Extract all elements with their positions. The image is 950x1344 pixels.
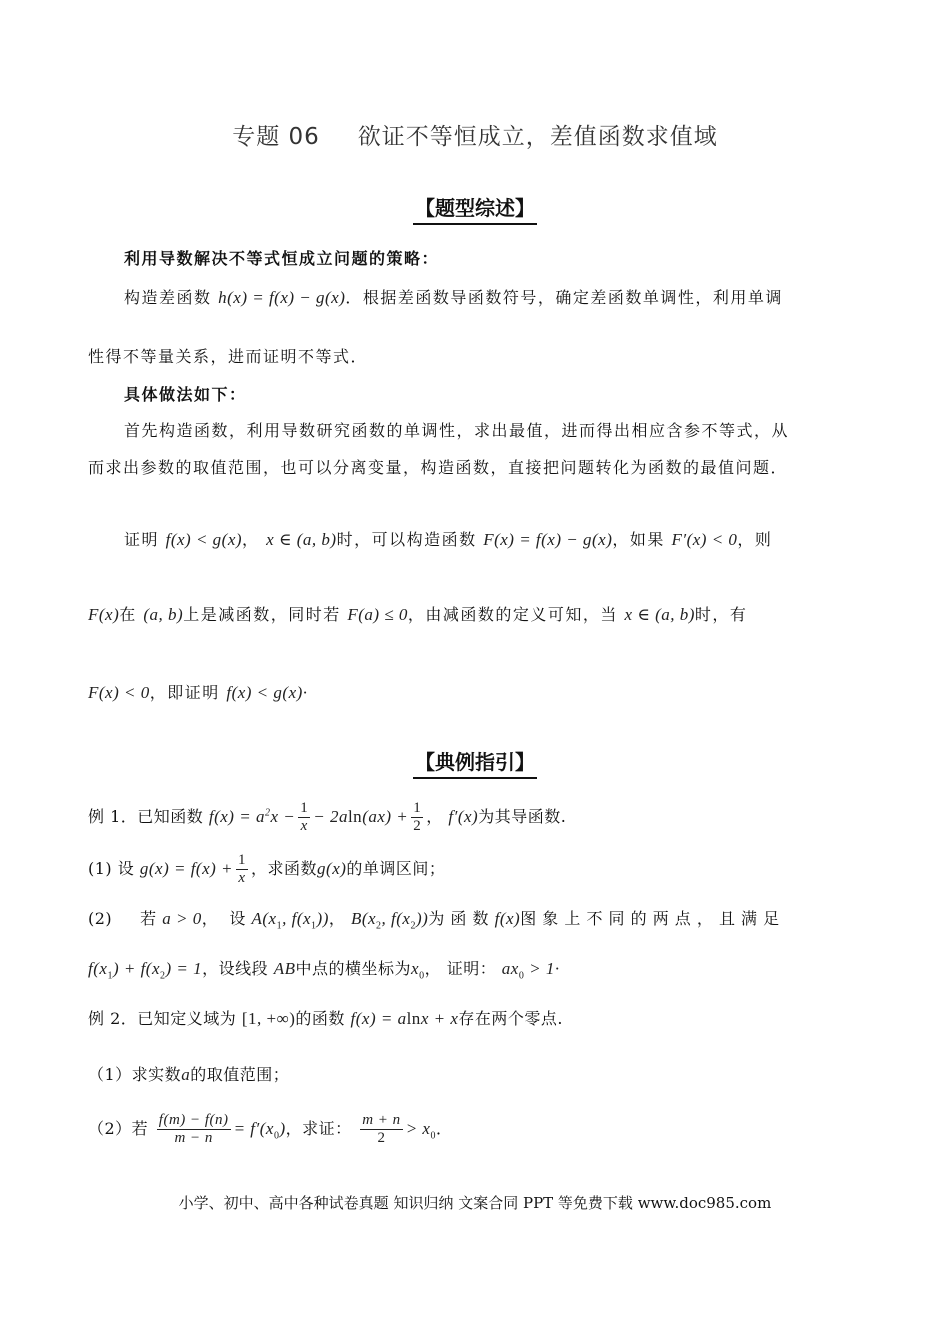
proof-line-1: 证明 f(x) < g(x)， x ∈ (a, b)时，可以构造函数 F(x) = f(x) − g(x)，如果 F′(x) < 0，则 bbox=[124, 530, 773, 549]
method-paragraph-cont: 而求出参数的取值范围，也可以分离变量，构造函数，直接把问题转化为函数的最值问题． bbox=[88, 458, 789, 477]
proof-line-2: F(x)在 (a, b)上是减函数，同时若 F(a) ≤ 0，由减函数的定义可知，当 x ∈ (a, b)时，有 bbox=[88, 605, 748, 624]
section-heading-overview: 【题型综述】 bbox=[0, 192, 950, 225]
page-title bbox=[0, 118, 950, 151]
section-heading-examples: 【典例指引】 bbox=[0, 746, 950, 779]
strategy-paragraph-cont: 性得不等量关系，进而证明不等式． bbox=[88, 347, 369, 366]
example-2-statement: 例 2．已知定义域为 [1, +∞)的函数 f(x) = alnx + x存在两个零点. bbox=[88, 1009, 563, 1028]
strategy-heading: 利用导数解决不等式恒成立问题的策略： bbox=[124, 249, 440, 268]
title-text: 欲证不等恒成立，差值函数求值域 bbox=[357, 124, 718, 150]
example-1-q2-cont: $f(x_1) + f(x_2) = 1$，设线段 AB中点的横坐标为$x_0$， 证明： $ax_0 > 1\cdot$ bbox=[88, 959, 560, 982]
math-h-def: h(x) = f(x) − g(x) bbox=[218, 288, 346, 307]
title-number: 专题 06 bbox=[232, 124, 320, 150]
page-footer: 小学、初中、高中各种试卷真题 知识归纳 文案合同 PPT 等免费下载 www.doc985.com bbox=[178, 1194, 772, 1212]
example-2-q1: （1）求实数a的取值范围； bbox=[88, 1065, 290, 1084]
method-heading: 具体做法如下： bbox=[124, 385, 247, 404]
method-paragraph: 首先构造函数，利用导数研究函数的单调性，求出最值，进而得出相应含参不等式，从 bbox=[124, 421, 790, 440]
example-1-statement: 例 1．已知函数 $f(x) = a^2x$ − $\frac{1}{x}$ − 2aln(ax) + $\frac{1}{2}$ ， f′(x)为其导函数. bbox=[88, 800, 567, 834]
example-2-q2: （2）若 $\frac{f(m) - f(n)}{m - n}$ = $f'(x_0)$，求证： $\frac{m + n}{2}$ > $x_0$． bbox=[88, 1112, 453, 1146]
example-1-q2: (2) 若 a > 0， 设 $A(x_1$, $f(x_1)$)， $B(x_2$, $f(x_2)$)为 函 数 f(x)图 象 上 不 同 的 两 点 ， 且 满 足 bbox=[88, 909, 780, 932]
example-1-q1: (1) 设 g(x) = f(x) + $\frac{1}{x}$ ，求函数g(x)的单调区间； bbox=[88, 852, 446, 886]
proof-line-3: F(x) < 0，即证明 f(x) < g(x)· bbox=[88, 683, 308, 702]
strategy-paragraph: 构造差函数 h(x) = f(x) − g(x)．根据差函数导函数符号，确定差函数单调性，利用单调 bbox=[124, 288, 783, 307]
